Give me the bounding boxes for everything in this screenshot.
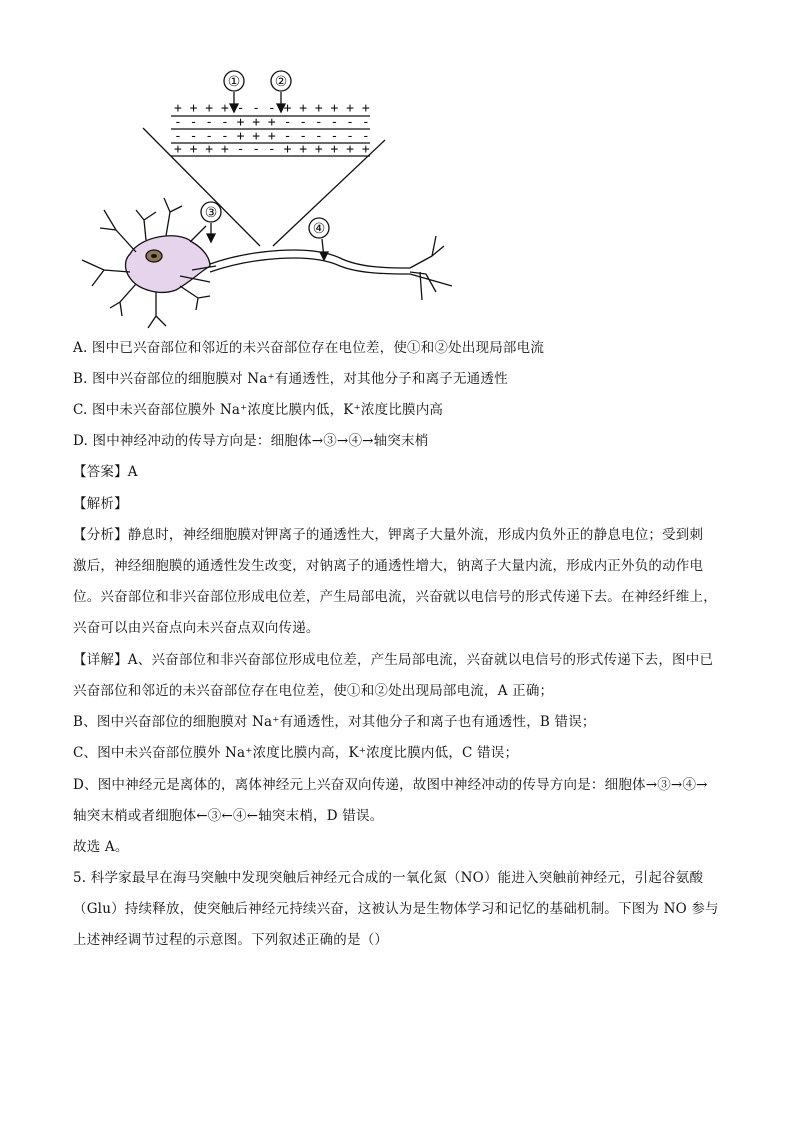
detail-line: B、图中兴奋部位的细胞膜对 Na⁺有通透性，对其他分子和离子也有通透性，B 错误；: [73, 714, 596, 730]
answer: 【答案】A: [73, 464, 138, 480]
analysis-heading: 【解析】: [73, 496, 128, 512]
label-3: ③: [204, 205, 218, 221]
analysis-line: 兴奋可以由兴奋点向未兴奋点双向传递。: [73, 620, 320, 636]
option-b: B. 图中兴奋部位的细胞膜对 Na⁺有通透性，对其他分子和离子无通透性: [73, 371, 508, 387]
membrane-row-4: + + + + - - - + + + + + +: [174, 142, 370, 157]
question-5-line: 上述神经调节过程的示意图。下列叙述正确的是（）: [73, 932, 389, 948]
label-2: ②: [274, 74, 288, 90]
label-4: ④: [312, 221, 326, 237]
membrane-row-2: - - - - + + + - - - - - -: [174, 115, 370, 130]
question-5-line: （Glu）持续释放，使突触后神经元持续兴奋，这被认为是生物体学习和记忆的基础机制。下图为 NO 参与: [73, 901, 719, 917]
analysis-line: 【分析】静息时，神经细胞膜对钾离子的通透性大，钾离子大量外流，形成内负外正的静息电位；受到刺: [73, 527, 704, 543]
detail-line: C、图中未兴奋部位膜外 Na⁺浓度比膜内高，K⁺浓度比膜内低，C 错误；: [73, 745, 519, 761]
analysis-line: 激后，神经细胞膜的通透性发生改变，对钠离子的通透性增大，钠离子大量内流，形成内正外负的动作电: [73, 558, 704, 574]
analysis-line: 位。兴奋部位和非兴奋部位形成电位差，产生局部电流，兴奋就以电信号的形式传递下去。在神经纤维上，: [73, 589, 717, 605]
detail-line: D、图中神经元是离体的，离体神经元上兴奋双向传递，故图中神经冲动的传导方向是：细胞体→③→④→: [73, 777, 708, 793]
label-1: ①: [227, 74, 241, 90]
neuron-figure: [60, 60, 460, 330]
option-a: A. 图中已兴奋部位和邻近的未兴奋部位存在电位差，使①和②处出现局部电流: [73, 340, 545, 356]
membrane-row-1: + + + + - - - + + + + + +: [174, 101, 370, 116]
option-d: D. 图中神经冲动的传导方向是：细胞体→③→④→轴突末梢: [73, 433, 429, 449]
question-5-line: 5. 科学家最早在海马突触中发现突触后神经元合成的一氧化氮（NO）能进入突触前神经元，引起谷氨酸: [73, 870, 704, 886]
detail-line: 轴突末梢或者细胞体←③←④←轴突末梢，D 错误。: [73, 808, 384, 824]
detail-line: 【详解】A、兴奋部位和非兴奋部位形成电位差，产生局部电流，兴奋就以电信号的形式传递下去，图中已: [73, 652, 714, 668]
detail-line: 兴奋部位和邻近的未兴奋部位存在电位差，使①和②处出现局部电流，A 正确；: [73, 683, 554, 699]
membrane-row-3: - - - - + + + - - - - - -: [174, 129, 370, 144]
axon: [210, 250, 410, 274]
cell-body: [126, 236, 211, 293]
option-c: C. 图中未兴奋部位膜外 Na⁺浓度比膜内低，K⁺浓度比膜内高: [73, 402, 444, 418]
detail-line: 故选 A。: [73, 839, 129, 855]
